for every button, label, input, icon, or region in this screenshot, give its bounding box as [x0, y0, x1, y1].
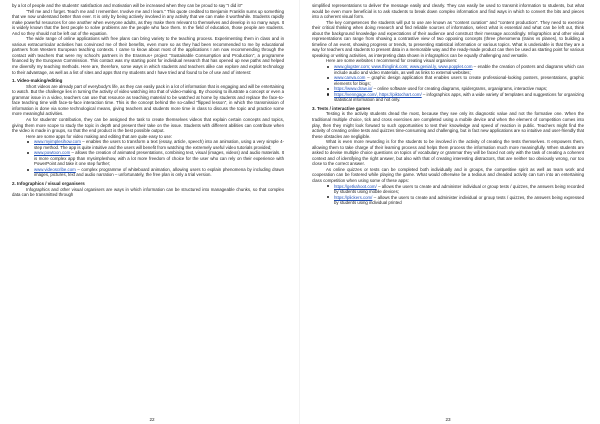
- list-item: [34, 150, 284, 167]
- page-number: 22: [149, 417, 155, 422]
- link[interactable]: www.videoscribe.com: [34, 166, 76, 172]
- list-item-text: – graphic design application that enables users to create professional-looking posters, presentations, graphic elements for blogs;: [334, 75, 584, 86]
- section-heading: 1. Video-making/editing: [12, 78, 63, 84]
- list-item: [334, 184, 584, 195]
- paragraph: The wide range of online applications with free plans can bring variety to the teaching process. Experimenting them in class and in various extracurricular activities has convinced me of their benefits, even more so as they had been recommended to me by educational partners from Western European teaching contexts. I came to know about most of the applications I am now recommending through the contact with teachers that were my school's partners in the Erasmus+ project "Sustainable Consumption and Production", a programme financed by the European Commission. This contact was my starting point for individual research that has opened up new paths and helped me diversify my teaching methods. Here are, therefore, some ways in which students and teachers alike can explore and exploit technology to their advantage, as well as a list of sites and apps that my students and I have tried and found to be of use and of interest:: [12, 36, 284, 75]
- left-page: [12, 3, 284, 415]
- paragraph: Here are some websites I recommend for creating visual organisers:: [326, 58, 458, 64]
- list-item-text: – allows the users to create and administer individual or group tests / quizzes, the answers being recorded by students using mobile devices;: [334, 183, 584, 195]
- paragraph: by a lot of people and the students' satisfaction and motivation will be increased when they can be proud to say "I did it!": [12, 3, 243, 8]
- list-item-text: – enable the creation of posters and diagrams which can include audio and video materials, as well as links to external websites;: [334, 64, 584, 75]
- right-page: [312, 3, 584, 415]
- list-item-text: – allows the users to create and administer individual or group tests / quizzes, the answers being expressed by students using individual printed: [334, 194, 584, 206]
- link[interactable]: https://www.draw.io/: [334, 86, 373, 92]
- list-item: [34, 139, 284, 150]
- link[interactable]: www.myimplesihow.com: [34, 139, 81, 145]
- paragraph: The key competences the students will put to use are known as "content curation" and "content production". They need to exercise their critical thinking when doing research and find reliable sources of information, select what is essential and what can be left out, think about the background knowledge and expectations of their audience and construct their message accordingly. Infographics and other visual representations can range from showing a contrastive view of two opposing concepts (three phenomena (trains vs planes), to building a timeline of an event, showing progress or trends, to presenting statistical information or various topics. What is undeniable is that they are a way for teachers and students to present data in a memorable way and the ready-made product can then be used as starting point for various speaking or writing activities, as interpreting data shown in infographics can be equally challenging and versatile.: [312, 19, 584, 58]
- link[interactable]: www.powtoon.com: [34, 150, 71, 156]
- app-list: [12, 139, 284, 178]
- quiz-app-list: [312, 184, 584, 206]
- paragraph: Here are some apps for video making and editing that are quite easy to use:: [26, 133, 173, 139]
- page-number: 23: [445, 417, 451, 422]
- list-item-text: – complex programme of whiteboard animation, allowing users to explain phenomena by including drawn images, pictures, text and audio narration – unfortunately, the free plan is only a trial version.: [34, 166, 284, 178]
- list-item-text: – allows the creation of animated presentations, combining text, visual (images, videos) and audio materials. It is more complex app than mysimpleshow, with a lot more freedom of choice for the user who can rely on their experience with PowerPoint and take it one step further;: [34, 150, 284, 167]
- section-heading: 3. Tests / interactive games: [312, 105, 371, 111]
- list-item: [334, 64, 584, 75]
- link[interactable]: www.glogster.com; www.thinglink.com; www.genial.ly, www.popplet.com: [334, 64, 473, 70]
- list-item: [334, 195, 584, 206]
- paragraph: As online quizzes or tests can be completed both individually and in groups, the competitive spirit as well as team work and cooperation can be fostered while playing the game. What would otherwise be a tedious and dreaded activity can turn into an entertaining class competition when using some of these apps:: [312, 166, 584, 183]
- list-item: [34, 167, 284, 178]
- link[interactable]: https://venngage.com/, https://piktochart.com/: [334, 91, 422, 97]
- link[interactable]: https://plickers.com/: [334, 194, 373, 200]
- paragraph: What is even more rewarding is for the students to be involved in the activity of creating the tests themselves. It empowers them, allowing them to take charge of their learning process and helps them process the information much more meaningfully. When students are asked to devise multiple choice questions on topics of vocabulary or grammar they will be faced not only with the task of creating a coherent context and of identifying the right answer, but also with that of creating interesting distractors, that are neither too obviously wrong, nor too close to the correct answer.: [312, 139, 584, 167]
- list-item-text: – infographics apps, with a wide variety of templates and suggestions for organizing statistical information and not only.: [334, 91, 584, 103]
- list-item: [334, 75, 584, 86]
- paragraph: Short videos are already part of everybody's life, as they can easily pack in a lot of information that is engaging and will be entertaining to watch. But the challenge lies in turning the activity of video watching into that of video-making. By choosing to illustrate a concept or even a grammar issue in a video, teachers can use that resource as teaching material to be watched at home by students and replace the face-to-face teaching time with face-to-face interaction time. This is the concept behind the so-called "flipped lesson", in which the transmission of information is done via some technological means, giving teachers and students more time in class to discuss the topic and practice some more meaningful activities.: [12, 83, 284, 117]
- paragraph: Infographics and other visual organisers are ways in which information can be structured into manageable chunks, so that complex data can be transmitted through: [12, 186, 284, 198]
- paragraph: "Tell me and I forget. Teach me and I remember. Involve me and I learn." This quote credited to Benjamin Franklin sums up something that we now understand better than ever. It is only by being actively involved in any activity that we can make it worthwhile. Students rapidly make powerful resources for one another when everyone adults, as they make them relevant to themselves and develop in so many ways. It is widely known that the best people to solve problems are the people who face them. In the field of education, those people are students. And so they should not be left out of the equation.: [12, 8, 284, 36]
- paragraph: As for students' contribution, they can be assigned the task to create themselves videos that explain certain concepts and topics, giving them more scope to study the topic in depth and present their take on the issue. Students with different abilities can contribute when the video is made in groups, so that the end product is the best possible output.: [12, 116, 284, 134]
- paragraph: simplified representations to deliver the message easily and clearly. They can easily be used to transmit information to students, but what would be even more beneficial is to ask students to break down complex information and find ways in which to convert the bits and pieces into a coherent visual form.: [312, 3, 584, 20]
- section-heading: 2. Infographics / visual organisers: [12, 181, 85, 186]
- list-item-text: – enables the users to transform a text (essay, article, speech) into an animation, using a very simple 4-step method. The app is quite intuitive and the users will benefit from watching the extremely useful video tutorials provided;: [34, 139, 284, 150]
- website-list: [312, 64, 584, 103]
- page-gutter: [299, 0, 300, 424]
- paragraph: Testing is the activity students dread the most, because they see only its diagnostic value and not the formative one. When the traditional multiple choice, tick and cross exercises are completed using a mobile device and when the element of competition comes into play, then they might look forward to such opportunities to test their knowledge and speed of reaction in public. Teachers might find the activity of creating online tests and quizzes time-consuming and challenging, but in fact new applications are so intuitive and user-friendly that these obstacles are negligible.: [312, 111, 584, 139]
- list-item: [334, 92, 584, 103]
- list-item-text: – online software used for creating diagrams, spidergrams, organigrams, interactive maps;: [372, 86, 548, 92]
- link[interactable]: www.canva.com: [334, 75, 366, 81]
- link[interactable]: https://getkahoot.com/: [334, 183, 377, 189]
